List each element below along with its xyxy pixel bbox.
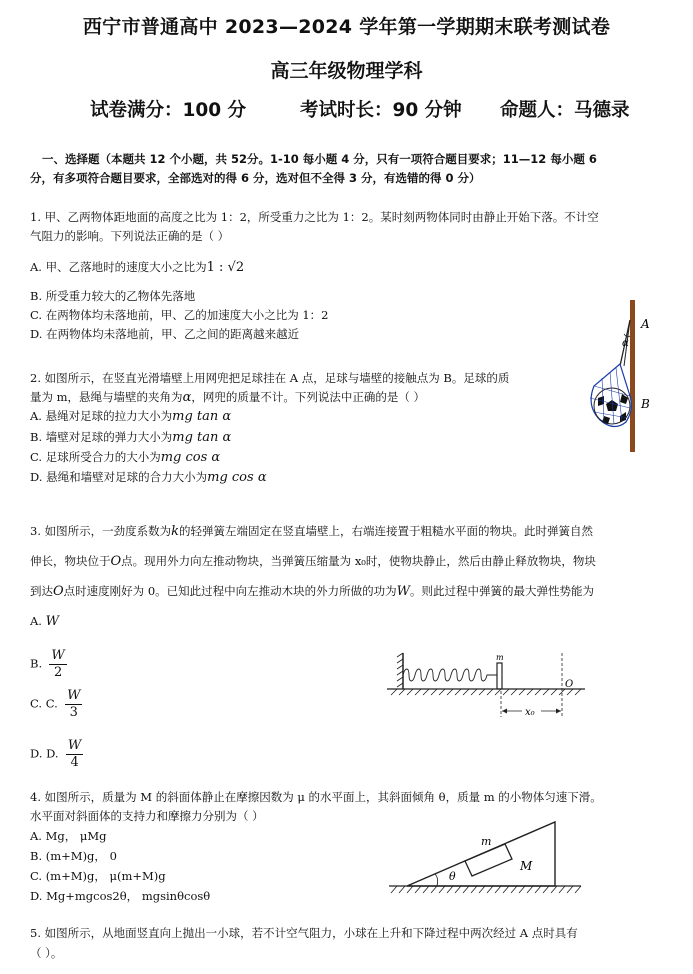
- q3-option-a: [30, 612, 59, 631]
- label-m-big: M: [520, 859, 533, 873]
- q3-option-b-label: B.: [30, 656, 43, 671]
- q3-k-symbol: k: [171, 524, 180, 539]
- q3-o-symbol-2: O: [53, 584, 64, 599]
- q3-w-symbol: W: [396, 584, 411, 599]
- q2-option-a-text: A. 悬绳对足球的拉力大小为: [30, 409, 173, 423]
- q3-option-b-num: W: [51, 648, 65, 663]
- q3-option-d-num: W: [67, 738, 82, 753]
- q4-option-d: D. Mg+mgcos2θ， mgsinθcosθ: [30, 889, 211, 903]
- q2-alpha-symbol: α: [182, 390, 192, 405]
- q3-option-c-den: 3: [69, 705, 78, 720]
- label-m: m: [496, 653, 504, 662]
- q2-stem-line2-b: ，网兜的质量不计。下列说法中正确的是（ ）: [191, 390, 425, 404]
- q3-stem-line1-b: 的轻弹簧左端固定在竖直墙壁上，右端连接置于粗糙水平面的物块。此时弹簧自然: [179, 524, 594, 538]
- q3-stem-line3-b: 点时速度刚好为 0。已知此过程中向左推动木块的外力所做的功为: [63, 584, 397, 598]
- q2-figure: [580, 298, 670, 458]
- q3-option-d: [30, 738, 83, 771]
- exam-duration: 考试时长：90 分钟: [300, 100, 462, 121]
- q3-stem-line3-c: 。则此过程中弹簧的最大弹性势能为: [410, 584, 595, 598]
- q3-option-a-formula: W: [45, 614, 59, 629]
- full-score: 试卷满分：100 分: [90, 100, 247, 121]
- q1-stem-line2: 气阻力的影响。下列说法正确的是（ ）: [30, 229, 230, 243]
- ground: [387, 689, 585, 695]
- q2-stem-line1: 2. 如图所示，在竖直光滑墙壁上用网兜把足球挂在 A 点，足球与墙壁的接触点为 B。足球的质: [30, 371, 510, 385]
- q5-stem-line1: 5. 如图所示，从地面竖直向上抛出一小球，若不计空气阻力，小球在上升和下降过程中两次经过 A 点时具有: [30, 926, 578, 940]
- label-o: O: [565, 679, 574, 690]
- q1-option-b: B. 所受重力较大的乙物体先落地: [30, 289, 196, 303]
- q4-stem-line2: 水平面对斜面体的支持力和摩擦力分别为（ ）: [30, 809, 264, 823]
- q3-stem-line2-a: 伸长，物块位于: [30, 554, 111, 568]
- block: [497, 663, 502, 689]
- q3-o-symbol: O: [110, 554, 122, 569]
- q3-figure: [385, 645, 590, 725]
- q1-option-d: D. 在两物体均未落地前，甲、乙之间的距离越来越近: [30, 327, 300, 341]
- q3-stem-line2-b: 点。现用外力向左推动物块，当弹簧压缩量为 x₀时，使物块静止，然后由静止释放物块，物块: [121, 554, 596, 568]
- q4-stem-line1: 4. 如图所示，质量为 M 的斜面体静止在摩擦因数为 μ 的水平面上，其斜面倾角 θ，质量 m 的小物体匀速下滑。: [30, 790, 602, 804]
- q1-stem-line1: 1. 甲、乙两物体距地面的高度之比为 1：2，所受重力之比为 1：2。某时刻两物体同时由静止开始下落。不计空: [30, 210, 599, 224]
- q4-option-c: C. (m+M)g， μ(m+M)g: [30, 869, 166, 883]
- net-with-ball: [590, 364, 631, 427]
- q2-option-d: [30, 468, 267, 487]
- q4-ground: [389, 886, 581, 893]
- q2-option-b-formula: mg tan α: [172, 430, 232, 445]
- exam-title: 西宁市普通高中 2023—2024 学年第一学期期末联考测试卷: [82, 16, 611, 38]
- spring: [403, 669, 497, 681]
- q2-option-c: [30, 448, 220, 467]
- label-alpha: α: [622, 338, 629, 349]
- q1-option-a-ratio: 1 : √2: [206, 260, 245, 275]
- exam-subtitle: 高三年级物理学科: [270, 60, 423, 82]
- q2-option-a-formula: mg tan α: [172, 409, 232, 424]
- q2-option-a: [30, 407, 231, 426]
- q3-stem-line2: [30, 552, 596, 571]
- label-b: B: [641, 397, 650, 411]
- label-theta: θ: [449, 870, 456, 883]
- q3-option-c-label: C. C.: [30, 696, 58, 711]
- q2-option-c-text: C. 足球所受合力的大小为: [30, 450, 161, 464]
- label-a: A: [641, 317, 650, 331]
- q5-stem-line2: （ ）。: [30, 946, 63, 960]
- q2-option-d-text: D. 悬绳和墙壁对足球的合力大小为: [30, 470, 208, 484]
- q3-option-c-num: W: [67, 688, 81, 703]
- q3-stem-line3-a: 到达: [30, 584, 53, 598]
- q2-option-d-formula: mg cos α: [207, 470, 267, 485]
- q1-option-a: [30, 258, 244, 277]
- q3-option-c-fraction: [65, 688, 82, 721]
- q3-option-a-label: A.: [30, 614, 42, 628]
- q3-option-b-fraction: [49, 648, 66, 681]
- q3-option-b: [30, 648, 67, 681]
- q3-stem-line3: [30, 582, 594, 601]
- q3-option-c: [30, 688, 82, 721]
- wall: [630, 300, 635, 452]
- q3-option-d-den: 4: [70, 755, 79, 770]
- q3-option-d-fraction: [66, 738, 83, 771]
- exam-author: 命题人：马德录: [500, 100, 630, 121]
- q3-stem-line1: [30, 522, 593, 541]
- left-wall: [397, 653, 403, 689]
- q3-option-b-den: 2: [53, 665, 63, 680]
- q2-option-b-text: B. 墙壁对足球的弹力大小为: [30, 430, 173, 444]
- section-heading: [30, 150, 670, 188]
- q3-stem-line1-a: 3. 如图所示，一劲度系数为: [30, 524, 172, 538]
- q4-option-a: A. Mg， μMg: [30, 829, 107, 843]
- section-heading-line2: 分，有多项符合题目要求，全部选对的得 6 分，选对但不全得 3 分，有选错的得 0 分）: [30, 171, 481, 185]
- q4-option-b: B. (m+M)g， 0: [30, 849, 117, 863]
- q3-option-d-label: D. D.: [30, 746, 59, 761]
- q2-option-c-formula: mg cos α: [160, 450, 221, 465]
- q1-option-c: C. 在两物体均未落地前，甲、乙的加速度大小之比为 1：2: [30, 308, 329, 322]
- label-x0: x₀: [525, 707, 535, 718]
- q2-option-b: [30, 428, 231, 447]
- label-m-small: m: [481, 835, 492, 848]
- q2-stem-line2-a: 量为 m，悬绳与墙壁的夹角为: [30, 390, 183, 404]
- section-heading-line1: 一、选择题（本题共 12 个小题，共 52分。1-10 每小题 4 分，只有一项符合题目要求；11—12 每小题 6: [42, 152, 597, 166]
- q4-figure: [385, 818, 585, 896]
- q1-option-a-text: A. 甲、乙落地时的速度大小之比为: [30, 260, 207, 274]
- q2-stem-line2: [30, 388, 425, 407]
